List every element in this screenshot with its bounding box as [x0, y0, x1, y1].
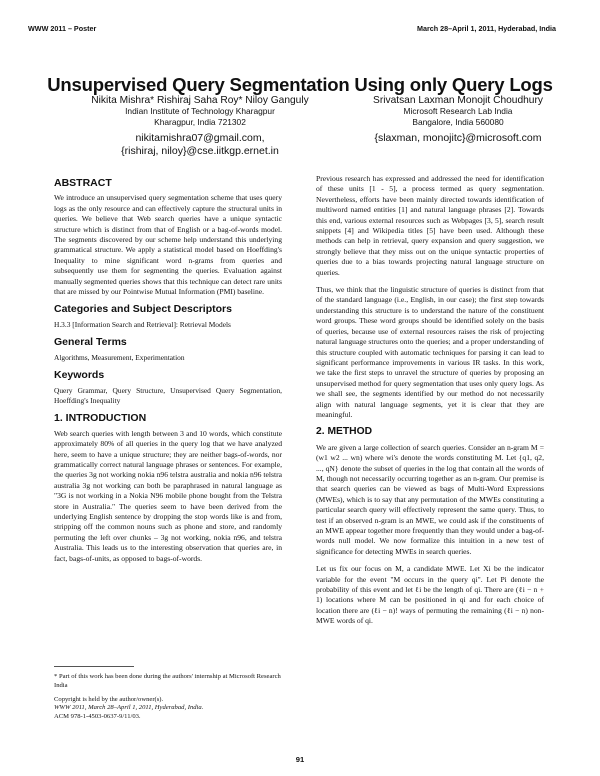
intro-heading: 1. INTRODUCTION — [54, 412, 147, 425]
intro-paragraph: Web search queries with length between 3 and 10 words, which constitute approximately 80% of all queries in the query log that we have analyzed here, seem to have a unique structure; they are neither bags-of-words, nor grammatically correct natural language phrases or sentences. For example, the queries 3g not working nokia n96 telstra australia and nokia n96 telstra australia 3g not working can both be paraphrased in natural language as "3G is not working in a Nokia N96 mobile phone bought from the Telstra store in Australia." The queries seem to have been derived from the underlying English sentence by dropping the stop words like is and from, stripping off the common nouns such as phone and store, and randomly permuting the left over chunks – 3g not working, nokia n96, and telstra Australia. This leads us to the interesting observation that queries are, in fact, bags-of-units, as opposed to bags-of-words. — [54, 428, 282, 563]
running-header-left: WWW 2011 – Poster — [28, 24, 97, 33]
footnote — [54, 666, 282, 691]
author-names: Nikita Mishra* Rishiraj Saha Roy* Niloy Ganguly — [91, 95, 309, 106]
author-block-right — [330, 95, 586, 145]
author-email — [52, 132, 348, 158]
keywords-text: Query Grammar, Query Structure, Unsupervised Query Segmentation, Hoeffding's Inequality — [54, 385, 282, 405]
running-header-right: March 28–April 1, 2011, Hyderabad, India — [416, 24, 556, 33]
categories-text: H.3.3 [Information Search and Retrieval]: Retrieval Models — [54, 319, 231, 329]
right-column — [316, 174, 544, 634]
terms-text: Algorithms, Measurement, Experimentation — [54, 352, 185, 362]
footnote-text: * Part of this work has been done during the authors' internship at Microsoft Research India — [54, 673, 281, 689]
affiliation-address: Bangalore, India 560080 — [412, 117, 504, 127]
page-number: 91 — [295, 755, 305, 764]
affiliation-address: Kharagpur, India 721302 — [154, 117, 246, 127]
method-paragraph: Let us fix our focus on M, a candidate MWE. Let Xi be the indicator variable for the event "M occurs in the query qi". Let Pi denote the probability of this event and let ℓi be the length of qi. There are (ℓi − n + 1) locations where M can be positioned in qi and for each choice of location there are (ℓi − n)! ways of permuting the remaining (ℓi − n) non-MWE words of qi. — [316, 564, 544, 626]
abstract-heading: ABSTRACT — [54, 177, 112, 189]
email-line: nikitamishra07@gmail.com, — [135, 132, 265, 144]
author-names: Srivatsan Laxman Monojit Choudhury — [373, 95, 543, 106]
terms-heading: General Terms — [54, 336, 127, 349]
abstract-text: We introduce an unsupervised query segmentation scheme that uses query logs as the only resource and can effectively capture the structural units in queries. We believe that Web search queries have a unique syntactic structure which is distinct from that of English or a bag-of-words model. The segments discovered by our scheme help understand this underlying grammatical structure. We apply a statistical model based on Hoeffding's Inequality to mine significant word n-grams from queries and subsequently use them for segmenting the queries. Evaluation against manually segmented queries shows that this technique can detect rare units that are missed by our Pointwise Mutual Information (PMI) baseline. — [54, 193, 282, 297]
conference-line: WWW 2011, March 28–April 1, 2011, Hyderabad, India. — [54, 704, 204, 712]
author-email — [330, 132, 586, 145]
method-heading: 2. METHOD — [316, 426, 373, 438]
right-paragraph: Previous research has expressed and addressed the need for identification of these units [1 - 5], a process termed as query segmentation. Nevertheless, efforts have been mainly directed towards identification of multiword named entities [1] and natural language phrases [2]. Towards this end, various external resources such as Webpages [3, 5], search result snippets [4] and Wikipedia titles [5] have been used. Although these methods can help in retrieval, query expansion and query suggestion, we strongly believe that they miss out on the unique syntactic properties of queries due to a bias towards projecting natural language structure on queries. — [316, 174, 544, 277]
copyright-block — [54, 696, 282, 721]
method-paragraph: We are given a large collection of search queries. Consider an n-gram M = (w1 w2 ... wn) where wi's denote the words constituting M. Let {q1, q2, ..., qN} denote the subset of queries in the log that contain all the words of M, though not necessarily occurring together as an n-gram. Our premise is that search queries can be viewed as bags of Multi-Word Expressions (MWEs), which is to say that any permutation of the MWEs constituting a particular search query will effectively represent the same query. Thus, to test if an observed n-gram is an MWE, we could ask if the constituents of an MWE appear together more frequently than they would under a bag-of-words null model. We now formalize this intuition in a new test of significance for detecting MWEs in search queries. — [316, 442, 544, 556]
footnote-rule — [54, 666, 134, 667]
email-line: {rishiraj, niloy}@cse.iitkgp.ernet.in — [121, 145, 279, 157]
copyright-line: Copyright is held by the author/owner(s). — [54, 696, 164, 703]
affiliation-line: Microsoft Research Lab India — [403, 106, 513, 116]
acm-line: ACM 978-1-4503-0637-9/11/03. — [54, 712, 141, 720]
author-block-left — [52, 95, 348, 158]
email-line: {slaxman, monojitc}@microsoft.com — [374, 132, 542, 144]
affiliation-line: Indian Institute of Technology Kharagpur — [125, 106, 275, 116]
keywords-heading: Keywords — [54, 369, 105, 382]
right-paragraph: Thus, we think that the linguistic structure of queries is distinct from that of the standard language (i.e., English, in our case); the first step towards understanding this structure is to understand the nature of the constituent word groups. These word groups should be identified solely on the basis of queries, because use of external resources raises the risk of projecting natural language structures onto the queries; and a proper understanding of this structure coupled with automatic techniques for parsing it can lead to significant performance improvements in various IR tasks. In this work, we take the first steps to unravel the structure of queries by proposing an unsupervised method for query segmentation that uses only query logs. As we shall see, the segments identified by our method do not necessarily align with natural language segments, yet it is clear that they are meaningful. — [316, 285, 544, 419]
paper-title: Unsupervised Query Segmentation Using only Query Logs — [47, 74, 553, 95]
left-column — [54, 178, 282, 571]
categories-heading: Categories and Subject Descriptors — [54, 303, 232, 316]
